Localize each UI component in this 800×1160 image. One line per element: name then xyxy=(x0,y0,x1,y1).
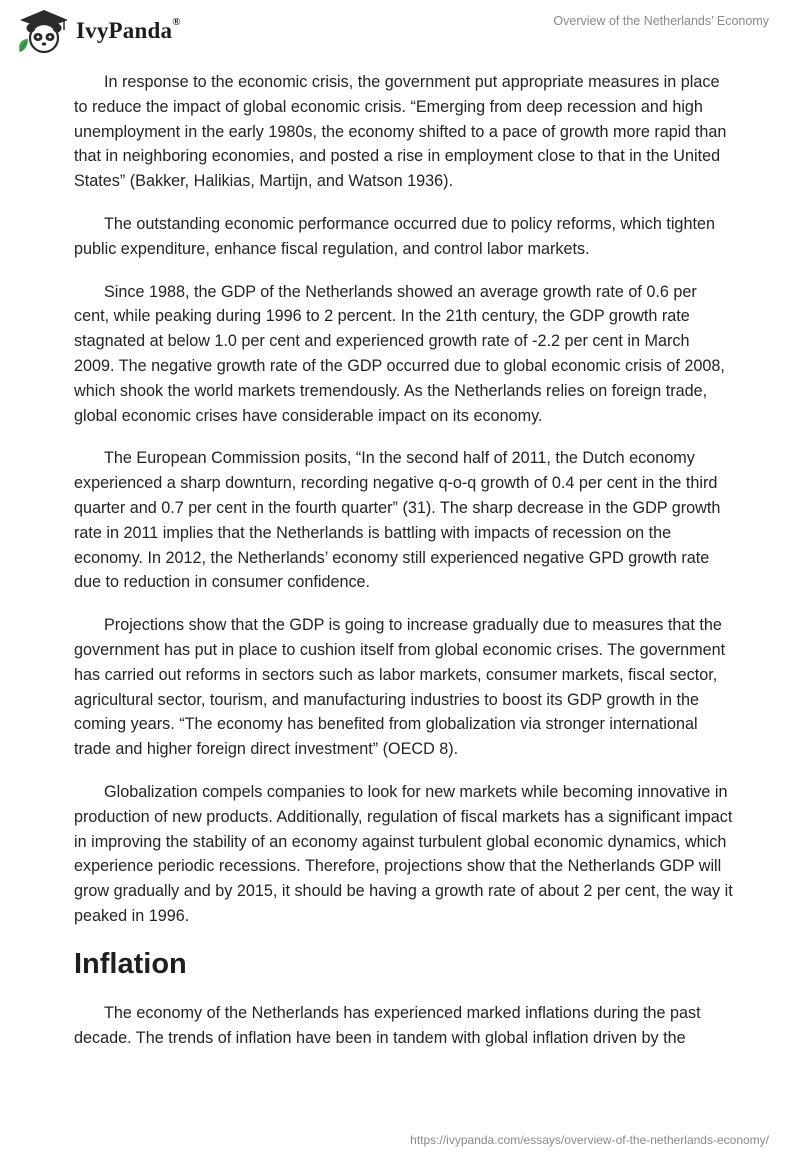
body-paragraph: Globalization compels companies to look for new markets while becoming innovative in production of new products. Additionally, regulation of fiscal markets has a significant impact in improving the stability of an economy against turbulent global economic dynamics, which experience periodic recessions. Therefore, projections show that the Netherlands GDP will grow gradually and by 2015, it should be having a growth rate of about 2 per cent, the way it peaked in 1996. xyxy=(74,782,733,925)
body-paragraph: In response to the economic crisis, the government put appropriate measures in place to reduce the impact of global economic crisis. “Emerging from deep recession and high unemployment in the early 1980s, the economy shifted to a pace of growth more rapid than that in neighboring economies, and posted a rise in employment close to that in the United States” (Bakker, Halikias, Martijn, and Watson 1936). xyxy=(74,73,727,191)
document-title: Overview of the Netherlands’ Economy xyxy=(553,14,769,28)
body-paragraph: The European Commission posits, “In the second half of 2011, the Dutch economy experienced a sharp downturn, recording negative q-o-q growth of 0.4 per cent in the third quarter and 0.7 per cent in the fourth quarter” (31). The sharp decrease in the GDP growth rate in 2011 implies that the Netherlands is battling with impacts of recession on the economy. In 2012, the Netherlands’ economy still experienced negative GPD growth rate due to reduction in consumer confidence. xyxy=(74,449,721,592)
panda-graduate-icon xyxy=(14,8,70,54)
ivypanda-logo[interactable] xyxy=(14,8,181,54)
source-url[interactable]: https://ivypanda.com/essays/overview-of-the-netherlands-economy/ xyxy=(410,1133,769,1147)
body-paragraph: The economy of the Netherlands has experienced marked inflations during the past decade. The trends of inflation have been in tandem with global inflation driven by the xyxy=(74,1003,701,1047)
logo-wordmark: IvyPanda® xyxy=(76,16,181,43)
page-header xyxy=(0,0,800,70)
body-paragraph: The outstanding economic performance occurred due to policy reforms, which tighten public expenditure, enhance fiscal regulation, and control labor markets. xyxy=(74,214,715,258)
body-paragraph: Since 1988, the GDP of the Netherlands showed an average growth rate of 0.6 per cent, while peaking during 1996 to 2 percent. In the 21th century, the GDP growth rate stagnated at below 1.0 per cent and experienced growth rate of -2.2 per cent in March 2009. The negative growth rate of the GDP occurred due to global economic crisis of 2008, which shook the world markets tremendously. As the Netherlands relies on foreign trade, global economic crises have considerable impact on its economy. xyxy=(74,282,725,425)
body-paragraph: Projections show that the GDP is going to increase gradually due to measures that the government has put in place to cushion itself from global economic crises. The government has carried out reforms in sectors such as labor markets, consumer markets, fiscal sector, agricultural sector, tourism, and manufacturing industries to boost its GDP growth in the coming years. “The economy has benefited from globalization via stronger international trade and higher foreign direct investment” (OECD 8). xyxy=(74,616,726,759)
article-body xyxy=(74,70,734,1068)
section-heading-inflation: Inflation xyxy=(74,947,187,980)
